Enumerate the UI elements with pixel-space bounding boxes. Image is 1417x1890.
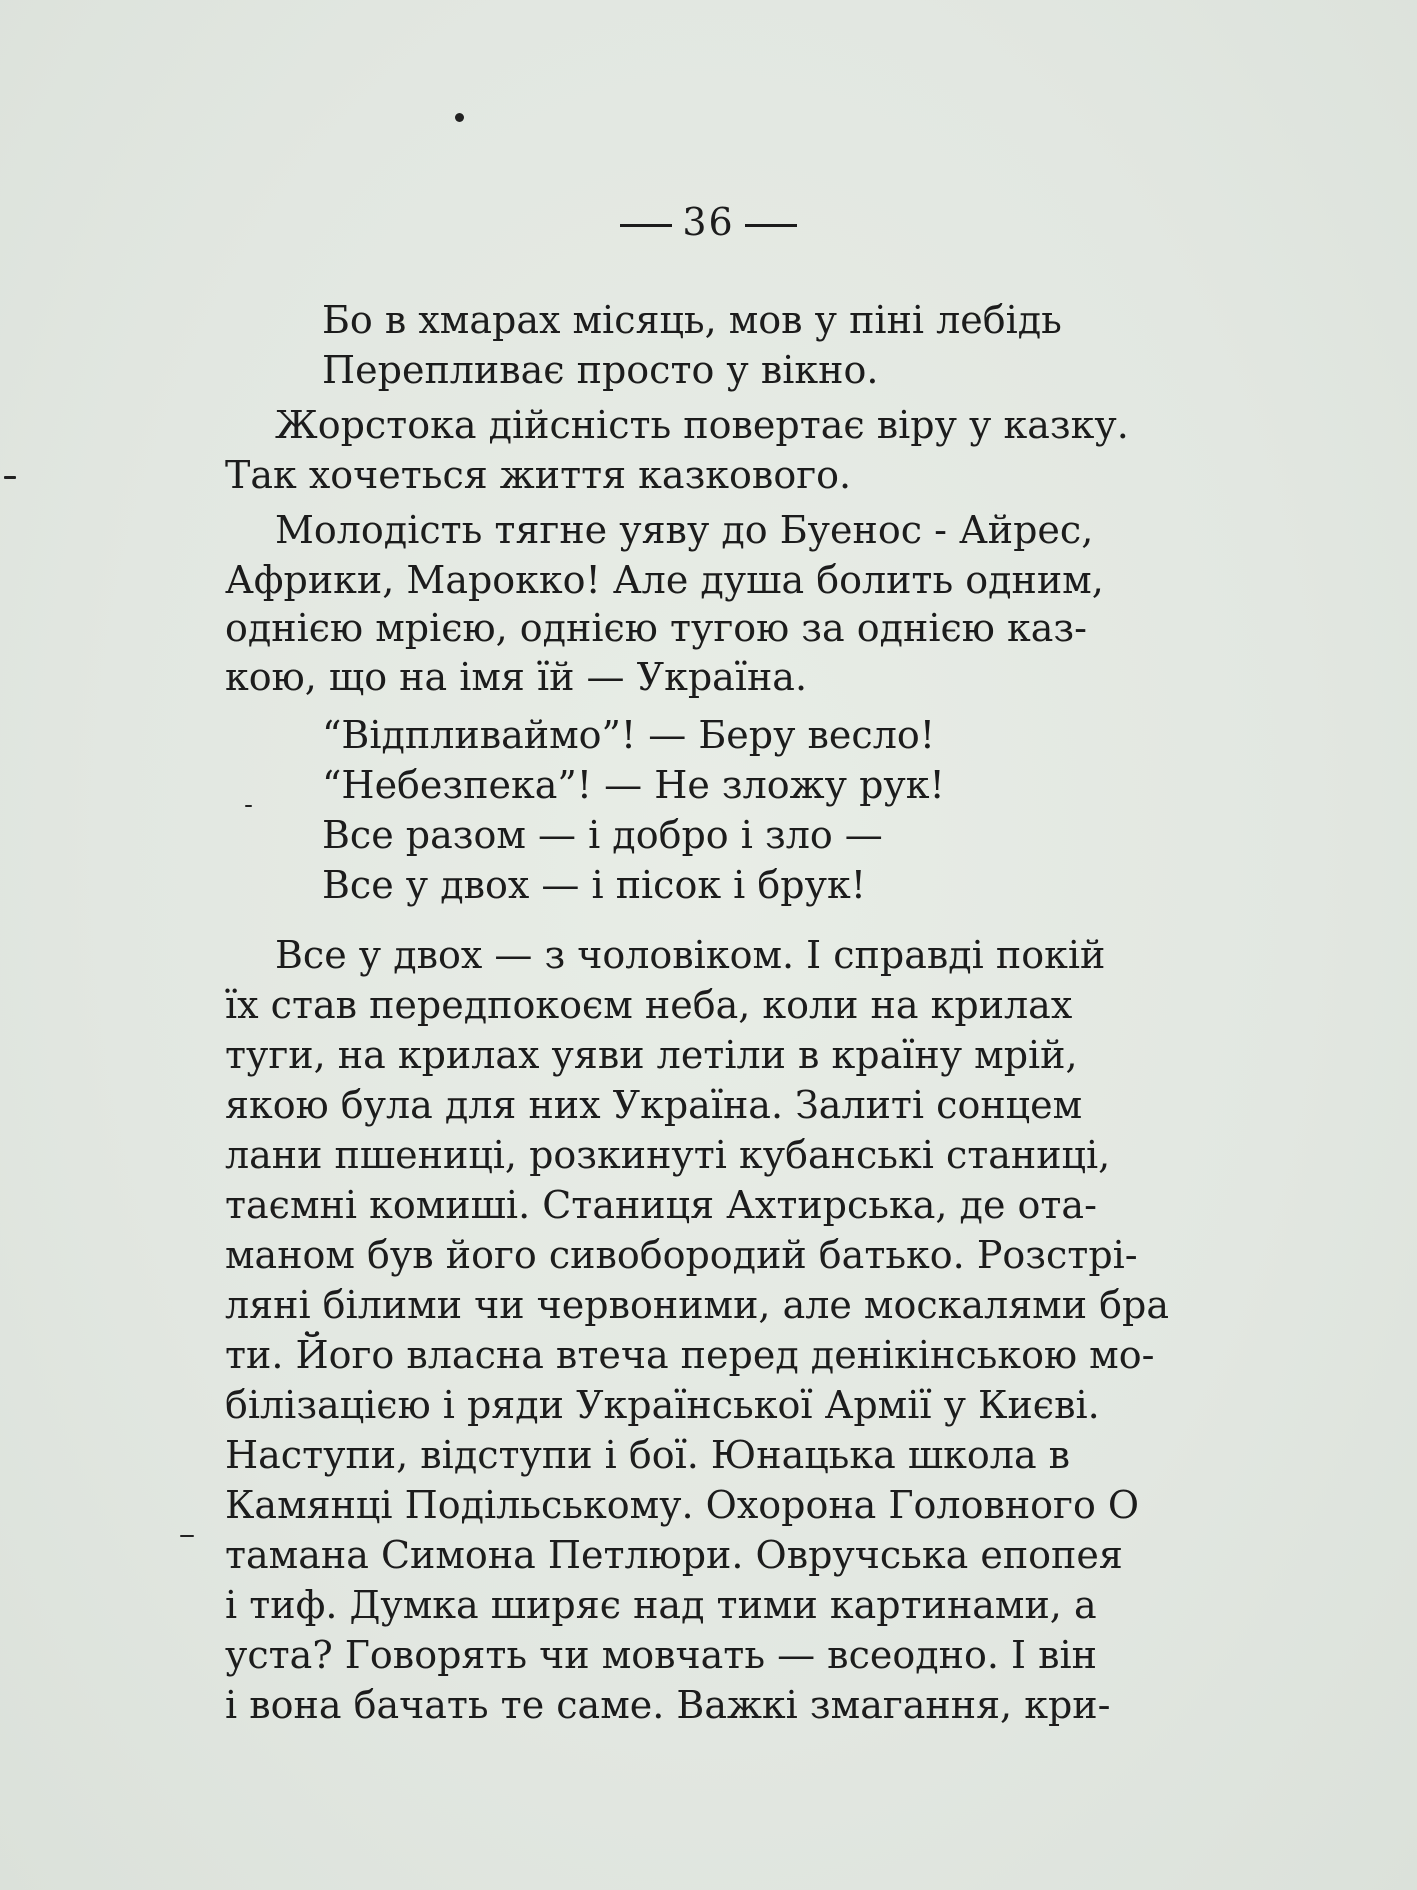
text-line: туги, на крилах уяви летіли в країну мрій, [225, 1033, 1078, 1077]
text-line: тамана Симона Петлюри. Овручська епопея [225, 1533, 1123, 1577]
text-line: однією мрією, однією тугою за однією каз- [225, 606, 1087, 650]
page-number-line [0, 200, 1417, 244]
text-line: Наступи, відступи і бої. Юнацька школа в [225, 1433, 1071, 1477]
text-line: ляні білими чи червоними, але москалями бра [225, 1283, 1169, 1327]
text-line: Жорстока дійсність повертає віру у казку. [275, 403, 1129, 447]
text-line: якою була для них Україна. Залиті сонцем [225, 1083, 1083, 1127]
ink-speck [4, 476, 16, 479]
text-line: їх став передпокоєм неба, коли на крилах [225, 983, 1073, 1027]
folio-dash-left [620, 224, 672, 227]
poem-line: “Небезпека”! — Не зложу рук! [322, 763, 945, 807]
text-line: таємні комиші. Станиця Ахтирська, де ота- [225, 1183, 1097, 1227]
text-line: Африки, Марокко! Але душа болить одним, [225, 558, 1104, 602]
text-line: Все у двох — з чоловіком. І справді покій [275, 933, 1106, 977]
text-line: кою, що на імя їй — Україна. [225, 655, 808, 699]
text-line: Камянці Подільському. Охорона Головного О [225, 1483, 1140, 1527]
ink-speck [455, 113, 464, 122]
text-line: ти. Його власна втеча перед денікінською мо- [225, 1333, 1155, 1377]
poem-line: “Відпливаймо”! — Беру весло! [322, 713, 935, 757]
ink-speck [180, 1535, 194, 1537]
text-line: маном був його сивобородий батько. Розстрі- [225, 1233, 1138, 1277]
poem-line: Перепливає просто у вікно. [322, 348, 879, 392]
folio-dash-right [745, 224, 797, 227]
poem-line: Бо в хмарах місяць, мов у піні лебідь [322, 298, 1062, 342]
text-line: Так хочеться життя казкового. [225, 453, 852, 497]
text-line: уста? Говорять чи мовчать — всеодно. І він [225, 1633, 1097, 1677]
poem-line: Все разом — і добро і зло — [322, 813, 883, 857]
text-line: Молодість тягне уяву до Буенос - Айрес, [275, 508, 1094, 552]
text-line: білізацією і ряди Української Армії у Києві. [225, 1383, 1100, 1427]
text-line: лани пшениці, розкинуті кубанські станиці, [225, 1133, 1111, 1177]
poem-line: Все у двох — і пісок і брук! [322, 863, 866, 907]
page-number: 36 [682, 200, 735, 244]
text-line: і тиф. Думка ширяє над тими картинами, а [225, 1583, 1097, 1627]
ink-speck [245, 805, 252, 807]
text-line: і вона бачать те саме. Важкі змагання, кри- [225, 1683, 1111, 1727]
